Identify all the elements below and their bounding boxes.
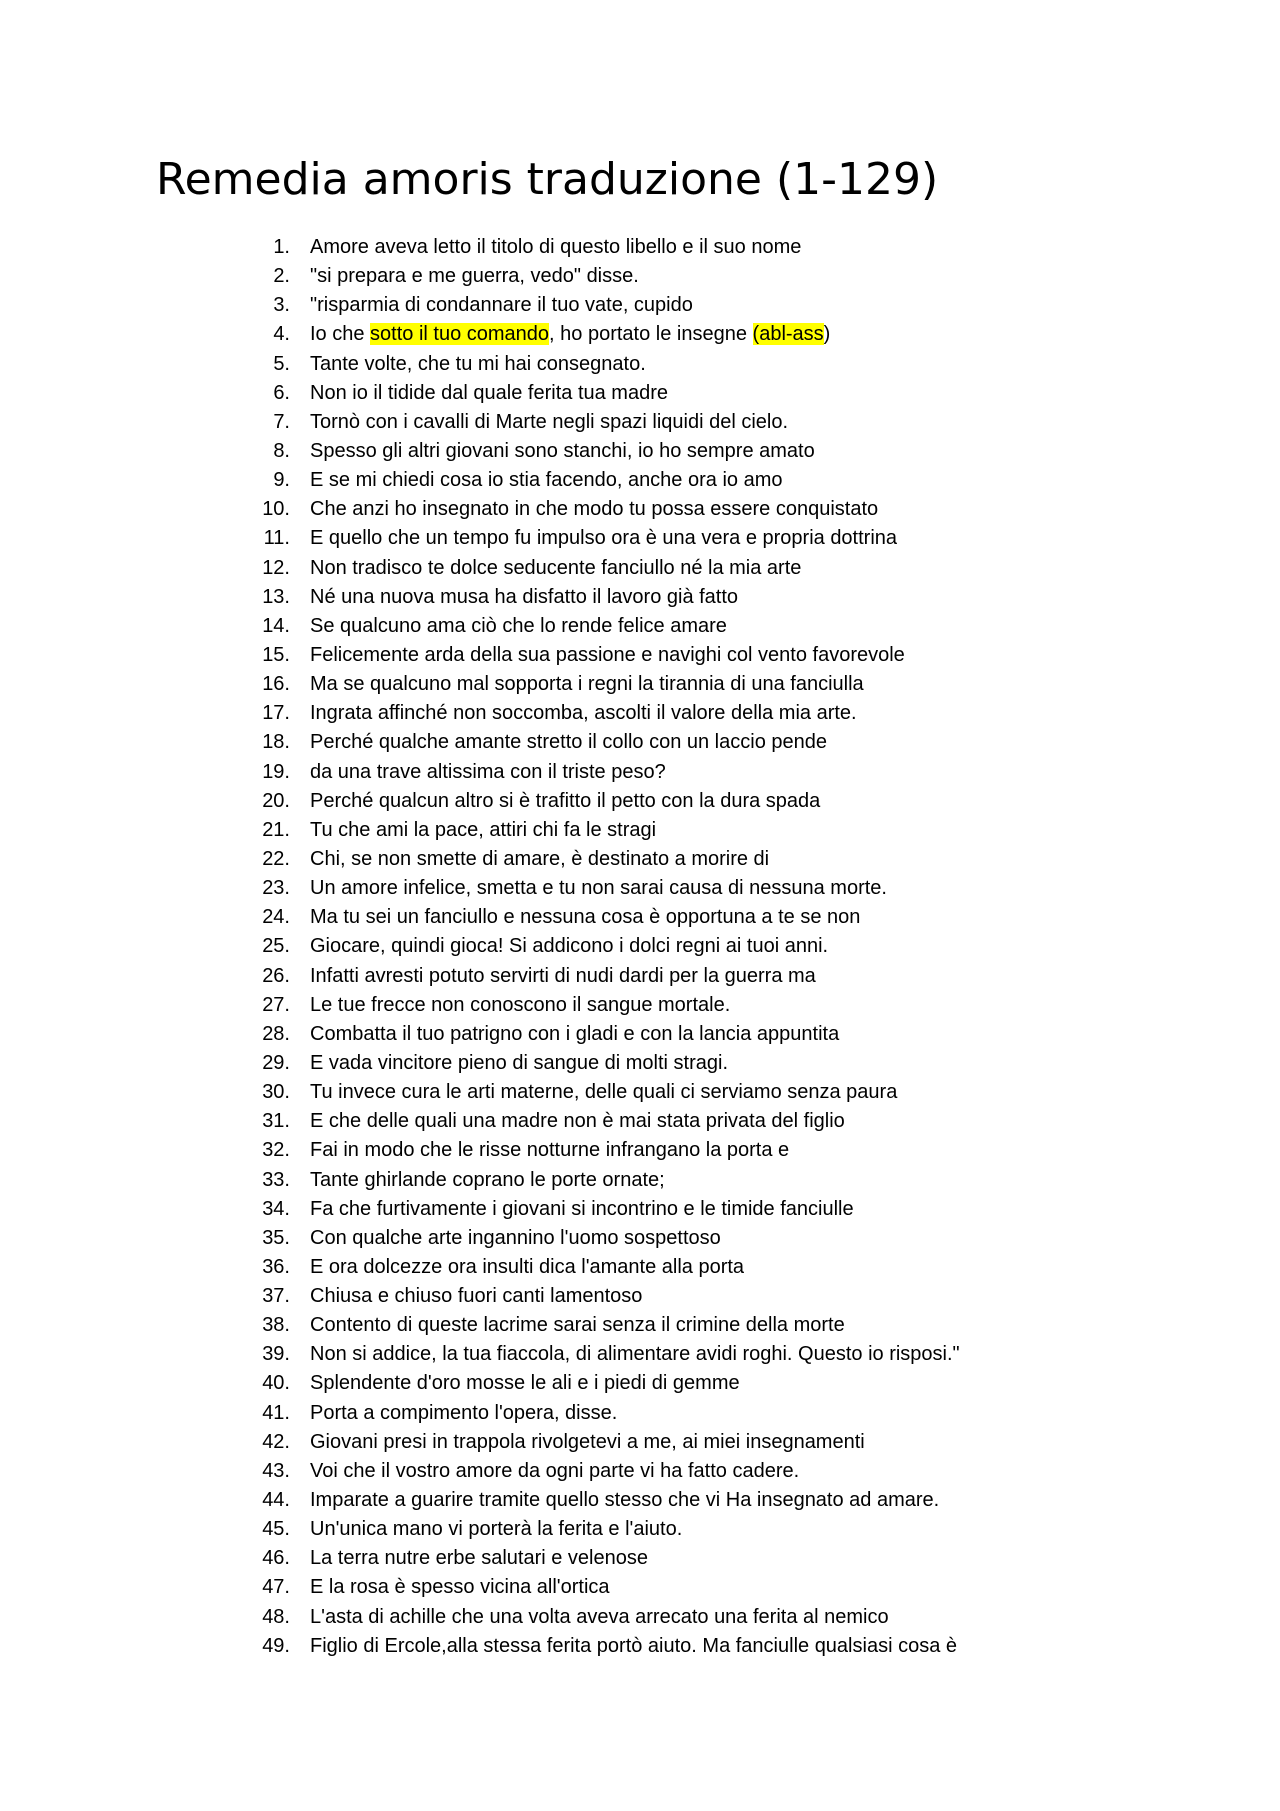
list-item-text bbox=[310, 699, 857, 728]
list-item-text bbox=[310, 641, 905, 670]
list-item-text bbox=[310, 1166, 665, 1195]
list-item-text bbox=[310, 408, 788, 437]
text-segment: Un amore infelice, smetta e tu non sarai causa di nessuna morte. bbox=[310, 877, 887, 900]
list-item-number: 9. bbox=[273, 469, 290, 492]
list-item-number: 1. bbox=[273, 236, 290, 258]
list-item-text bbox=[310, 1340, 960, 1369]
list-item-number: 7. bbox=[273, 410, 290, 433]
list-item-number: 13. bbox=[262, 585, 290, 608]
text-segment: Le tue frecce non conoscono il sangue mortale. bbox=[310, 993, 731, 1016]
text-segment: E che delle quali una madre non è mai stata privata del figlio bbox=[310, 1110, 845, 1133]
list-item-number: 44. bbox=[262, 1489, 290, 1512]
highlighted-text: (abl-ass bbox=[752, 323, 824, 346]
list-item-text bbox=[310, 1486, 939, 1515]
text-segment: Perché qualche amante stretto il collo con un laccio pende bbox=[310, 731, 827, 754]
list-item-number: 30. bbox=[262, 1081, 290, 1104]
list-item-number: 36. bbox=[262, 1255, 290, 1278]
text-segment: La terra nutre erbe salutari e velenose bbox=[310, 1547, 648, 1570]
list-item-number: 3. bbox=[273, 294, 290, 317]
list-item-text bbox=[310, 1078, 897, 1107]
text-segment: Non si addice, la tua fiaccola, di alimentare avidi roghi. Questo io risposi." bbox=[310, 1343, 960, 1366]
list-item-text bbox=[310, 670, 864, 699]
text-segment: E la rosa è spesso vicina all'ortica bbox=[310, 1576, 610, 1599]
list-item-text bbox=[310, 991, 730, 1020]
list-item-number: 14. bbox=[262, 614, 290, 637]
list-item-number: 24. bbox=[262, 906, 290, 929]
text-segment: E quello che un tempo fu impulso ora è una vera e propria dottrina bbox=[310, 527, 898, 550]
list-item-number: 37. bbox=[262, 1285, 290, 1308]
list-item-number: 18. bbox=[262, 731, 290, 754]
list-item-number: 5. bbox=[273, 352, 290, 375]
text-segment: Tu che ami la pace, attiri chi fa le stragi bbox=[310, 818, 657, 841]
text-segment: Imparate a guarire tramite quello stesso che vi Ha insegnato ad amare. bbox=[310, 1489, 940, 1512]
list-item-text bbox=[310, 1224, 721, 1253]
list-item-number: 8. bbox=[273, 439, 290, 462]
list-item-text bbox=[310, 816, 656, 845]
text-segment: Figlio di Ercole,alla stessa ferita portò aiuto. Ma fanciulle qualsiasi cosa è bbox=[310, 1634, 957, 1657]
text-segment: Giocare, quindi gioca! Si addicono i dolci regni ai tuoi anni. bbox=[310, 935, 829, 958]
list-item-number: 15. bbox=[262, 643, 290, 666]
list-item-text bbox=[310, 1369, 740, 1398]
list-item-number: 16. bbox=[262, 673, 290, 696]
list-item-text bbox=[310, 1107, 845, 1136]
list-item-number: 22. bbox=[262, 847, 290, 870]
list-item-number: 10. bbox=[262, 498, 290, 521]
text-segment: "risparmia di condannare il tuo vate, cupido bbox=[310, 294, 693, 317]
text-segment: Fa che furtivamente i giovani si incontrino e le timide fanciulle bbox=[310, 1197, 854, 1220]
text-segment: Contento di queste lacrime sarai senza il crimine della morte bbox=[310, 1314, 845, 1337]
list-item-text bbox=[310, 1049, 728, 1078]
list-item-text bbox=[310, 787, 820, 816]
text-segment: Fai in modo che le risse notturne infrangano la porta e bbox=[310, 1139, 790, 1162]
text-segment: ) bbox=[823, 323, 831, 346]
list-item-number: 45. bbox=[262, 1518, 290, 1541]
list-item-number: 25. bbox=[262, 935, 290, 958]
text-segment: Ma se qualcuno mal sopporta i regni la tirannia di una fanciulla bbox=[310, 673, 864, 696]
text-segment: Io che bbox=[310, 323, 371, 346]
text-segment: Che anzi ho insegnato in che modo tu possa essere conquistato bbox=[310, 498, 879, 521]
list-item-number: 28. bbox=[262, 1022, 290, 1045]
text-segment: Se qualcuno ama ciò che lo rende felice amare bbox=[310, 614, 727, 637]
text-segment: Felicemente arda della sua passione e navighi col vento favorevole bbox=[310, 643, 905, 666]
text-segment: Porta a compimento l'opera, disse. bbox=[310, 1401, 618, 1424]
list-item-text bbox=[310, 874, 887, 903]
list-item-text bbox=[310, 583, 738, 612]
text-segment: Non tradisco te dolce seducente fanciullo né la mia arte bbox=[310, 556, 802, 579]
list-item-text bbox=[310, 1515, 682, 1544]
list-item-text bbox=[310, 437, 815, 466]
text-segment: E ora dolcezze ora insulti dica l'amante alla porta bbox=[310, 1255, 745, 1278]
text-segment: L'asta di achille che una volta aveva arrecato una ferita al nemico bbox=[310, 1605, 889, 1628]
text-segment: Con qualche arte ingannino l'uomo sospettoso bbox=[310, 1226, 721, 1249]
text-segment: Tornò con i cavalli di Marte negli spazi liquidi del cielo. bbox=[310, 410, 789, 433]
list-item-number: 33. bbox=[262, 1168, 290, 1191]
list-item-number: 2. bbox=[273, 265, 290, 288]
list-item-text bbox=[310, 524, 897, 553]
list-item-text bbox=[310, 1311, 845, 1340]
list-item-text bbox=[310, 962, 816, 991]
text-segment: Ma tu sei un fanciullo e nessuna cosa è opportuna a te se non bbox=[310, 906, 861, 929]
text-segment: da una trave altissima con il triste peso? bbox=[310, 760, 666, 783]
list-item-number: 11. bbox=[263, 527, 290, 550]
list-item-number: 31. bbox=[262, 1110, 290, 1133]
list-item-text bbox=[310, 1428, 865, 1457]
text-segment: Né una nuova musa ha disfatto il lavoro già fatto bbox=[310, 585, 739, 608]
list-item-text bbox=[310, 758, 666, 787]
list-item-text bbox=[310, 350, 646, 379]
list-item-text bbox=[310, 466, 782, 495]
list-item-number: 23. bbox=[262, 877, 290, 900]
list-item-text bbox=[310, 1020, 839, 1049]
text-segment: Spesso gli altri giovani sono stanchi, io ho sempre amato bbox=[310, 439, 815, 462]
text-segment: E se mi chiedi cosa io stia facendo, anche ora io amo bbox=[310, 469, 783, 492]
document-title: Remedia amoris traduzione (1-129) bbox=[156, 154, 939, 205]
text-segment: Tante ghirlande coprano le porte ornate; bbox=[310, 1168, 665, 1191]
text-segment: Combatta il tuo patrigno con i gladi e con la lancia appuntita bbox=[310, 1022, 840, 1045]
list-item-text bbox=[310, 1253, 744, 1282]
highlighted-text: sotto il tuo comando bbox=[370, 323, 550, 346]
list-item-text bbox=[310, 1603, 889, 1632]
list-item-text bbox=[310, 233, 801, 262]
list-item-text bbox=[310, 320, 830, 349]
text-segment: E vada vincitore pieno di sangue di molti stragi. bbox=[310, 1051, 729, 1074]
text-segment: Perché qualcun altro si è trafitto il petto con la dura spada bbox=[310, 789, 821, 812]
list-item-number: 40. bbox=[262, 1372, 290, 1395]
text-segment: Chiusa e chiuso fuori canti lamentoso bbox=[310, 1285, 643, 1308]
list-item-number: 34. bbox=[262, 1197, 290, 1220]
list-item-number: 43. bbox=[262, 1459, 290, 1482]
list-item-text bbox=[310, 291, 693, 320]
list-item-text bbox=[310, 728, 827, 757]
list-item-text bbox=[310, 379, 668, 408]
list-item-text bbox=[310, 1195, 854, 1224]
list-item-text bbox=[310, 1573, 610, 1602]
list-item-number: 39. bbox=[262, 1343, 290, 1366]
list-item-text bbox=[310, 1136, 789, 1165]
list-item-number: 38. bbox=[262, 1314, 290, 1337]
list-item-text bbox=[310, 932, 828, 961]
text-segment: Chi, se non smette di amare, è destinato a morire di bbox=[310, 847, 770, 870]
list-item-number: 4. bbox=[273, 323, 290, 346]
text-segment: Splendente d'oro mosse le ali e i piedi di gemme bbox=[310, 1372, 740, 1395]
list-item-number: 42. bbox=[262, 1430, 290, 1453]
list-item-text bbox=[310, 612, 727, 641]
list-item-number: 29. bbox=[262, 1051, 290, 1074]
list-item-number: 17. bbox=[262, 702, 290, 725]
list-item-text bbox=[310, 262, 639, 291]
text-segment: , ho portato le insegne bbox=[549, 323, 753, 346]
list-item-number: 21. bbox=[262, 818, 290, 841]
list-item-number: 20. bbox=[262, 789, 290, 812]
list-item-number: 19. bbox=[262, 760, 290, 783]
list-item-text bbox=[310, 1632, 957, 1661]
text-segment: Giovani presi in trappola rivolgetevi a me, ai miei insegnamenti bbox=[310, 1430, 865, 1453]
list-item-number: 27. bbox=[262, 993, 290, 1016]
text-segment: Infatti avresti potuto servirti di nudi dardi per la guerra ma bbox=[310, 964, 816, 987]
list-item-number: 26. bbox=[262, 964, 290, 987]
list-item-text bbox=[310, 554, 801, 583]
text-segment: Non io il tidide dal quale ferita tua madre bbox=[310, 381, 668, 404]
list-item-number: 41. bbox=[262, 1401, 290, 1424]
list-item-number: 35. bbox=[262, 1226, 290, 1249]
list-item-number: 6. bbox=[273, 381, 290, 404]
list-item-number: 46. bbox=[262, 1547, 290, 1570]
list-item-text bbox=[310, 903, 860, 932]
text-segment: "si prepara e me guerra, vedo" disse. bbox=[310, 265, 639, 288]
text-segment: Tante volte, che tu mi hai consegnato. bbox=[310, 352, 646, 375]
list-item-number: 12. bbox=[262, 556, 290, 579]
text-segment: Un'unica mano vi porterà la ferita e l'aiuto. bbox=[310, 1518, 683, 1541]
text-segment: Amore aveva letto il titolo di questo libello e il suo nome bbox=[310, 236, 802, 258]
list-item-number: 49. bbox=[262, 1634, 290, 1657]
text-segment: Ingrata affinché non soccomba, ascolti il valore della mia arte. bbox=[310, 702, 857, 725]
list-item-number: 32. bbox=[262, 1139, 290, 1162]
list-item-text bbox=[310, 845, 769, 874]
list-item-text bbox=[310, 1399, 617, 1428]
list-item-text bbox=[310, 1457, 799, 1486]
list-item-text bbox=[310, 1282, 642, 1311]
text-segment: Tu invece cura le arti materne, delle quali ci serviamo senza paura bbox=[310, 1081, 898, 1104]
list-item-text bbox=[310, 495, 878, 524]
text-segment: Voi che il vostro amore da ogni parte vi ha fatto cadere. bbox=[310, 1459, 800, 1482]
list-item-number: 48. bbox=[262, 1605, 290, 1628]
list-item-number: 47. bbox=[262, 1576, 290, 1599]
list-item-text bbox=[310, 1544, 648, 1573]
